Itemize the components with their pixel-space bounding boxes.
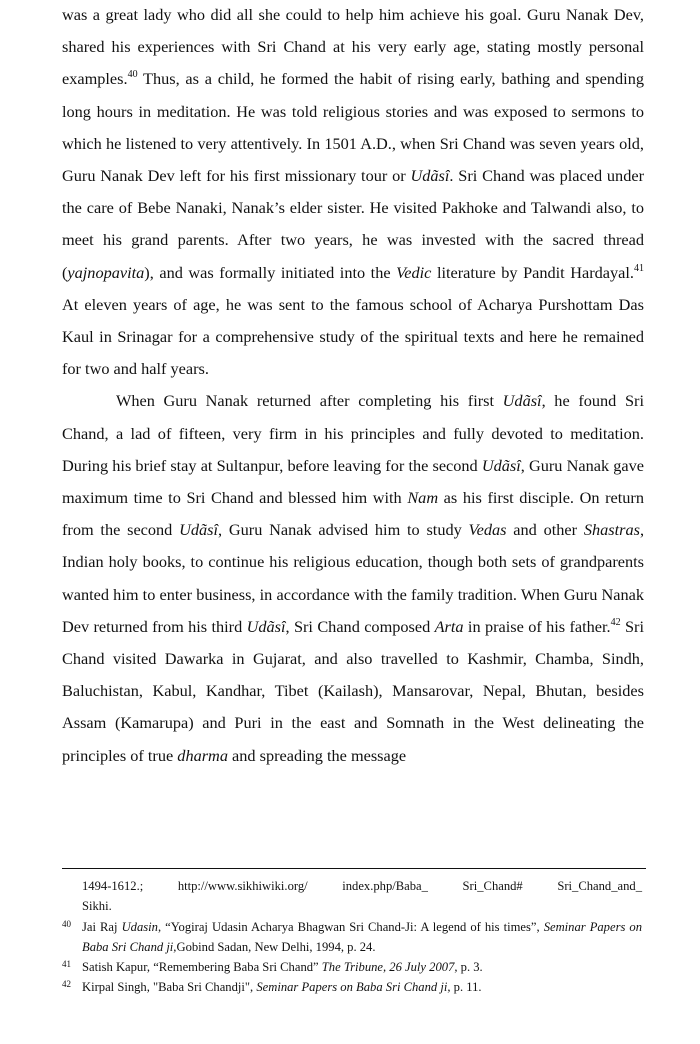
text-run: , Guru Nanak advised him to study — [218, 520, 469, 540]
italic-text: Seminar Papers on Baba Sri Chand ji, — [82, 919, 643, 954]
footnote-separator — [62, 868, 646, 869]
italic-text: Shastras — [583, 520, 640, 540]
text-run: , “Yogiraj Udasin Acharya Bhagwan Sri Chand-Ji: A legend of his times”, — [157, 919, 544, 934]
footnote-reference: 40 — [127, 69, 138, 81]
footnote-41 — [62, 957, 642, 977]
italic-text: Arta — [434, 616, 464, 636]
footnote-42 — [62, 977, 642, 997]
italic-text: Udãsî — [410, 166, 450, 186]
italic-text: Nam — [407, 488, 439, 508]
italic-text: Vedas — [468, 520, 507, 540]
footnote-reference: 41 — [634, 262, 644, 274]
text-run: At eleven years of age, he was sent to the famous school of Acharya Purshottam Das Kaul in Srinagar for a comprehensive study of the spiritual texts and here he remained for two and half years. — [62, 294, 644, 379]
page-body — [62, 0, 644, 772]
paragraph — [62, 385, 644, 771]
text-run: , Sri Chand composed — [285, 616, 435, 636]
body-text — [62, 0, 644, 772]
footnote-continuation — [62, 876, 642, 917]
text-run: Thus, as a child, he formed the habit of rising early, bathing and spending long hours in meditation. He was told religious stories and was exposed to sermons to which he listened to very attentively. In 1501 A.D., when Sri Chand was seven years old, Guru Nanak Dev left for his first missionary tour or — [62, 69, 644, 186]
italic-text: Udasin — [121, 919, 158, 934]
footnote-40 — [62, 917, 642, 958]
text-run: literature by Pandit Hardayal. — [431, 262, 634, 282]
text-run: When Guru Nanak returned after completing his first — [116, 391, 503, 411]
italic-text: Udãsî — [481, 455, 521, 475]
footnote-continuation-tail: Sikhi. — [82, 899, 112, 914]
italic-text: dharma — [177, 745, 228, 765]
italic-text: yajnopavita — [67, 262, 145, 282]
paragraph — [62, 0, 644, 385]
footnote-number: 41 — [62, 959, 71, 970]
footnote-reference: 42 — [610, 616, 621, 628]
text-run: Jai Raj — [82, 919, 122, 934]
italic-text: Vedic — [396, 262, 432, 282]
text-run: as his first disciple. On return from the second — [62, 488, 644, 540]
text-run: Kirpal Singh, "Baba Sri Chandji", — [82, 980, 257, 995]
text-run: and spreading the message — [227, 745, 407, 765]
footnote-number: 40 — [62, 918, 71, 929]
text-run: , he found Sri Chand, a lad of fifteen, very firm in his principles and fully devoted to meditation. During his brief stay at Sultanpur, before leaving for the second — [62, 391, 644, 475]
italic-text: The Tribune, 26 July 2007, — [321, 960, 458, 975]
text-run: ), and was formally initiated into the — [144, 262, 397, 282]
footnotes — [62, 876, 642, 998]
italic-text: Udãsî — [246, 616, 286, 636]
italic-text: Udãsî — [179, 520, 219, 540]
footnote-continuation-text: 1494-1612.; http://www.sikhiwiki.org/ index.php/Baba_ Sri_Chand# Sri_Chand_and_ — [82, 879, 642, 893]
text-run: , Guru Nanak gave maximum time to Sri Chand and blessed him with — [62, 455, 644, 508]
text-run: Satish Kapur, “Remembering Baba Sri Chand” — [82, 960, 322, 975]
text-run: p. 3. — [457, 960, 483, 975]
text-run: p. 11. — [450, 980, 482, 995]
text-run: and other — [506, 520, 584, 540]
text-run: , Indian holy books, to continue his religious education, though both sets of grandparents wanted him to enter business, in accordance with the family tradition. When Guru Nanak Dev returned from his third — [62, 520, 645, 636]
text-run: . Sri Chand was placed under the care of Bebe Nanaki, Nanak’s elder sister. He visited Pakhoke and Talwandi also, to meet his grand parents. After two years, he was invested with the sacred thread ( — [62, 166, 644, 282]
footnote-number: 42 — [62, 979, 71, 990]
text-run: Gobind Sadan, New Delhi, 1994, p. 24. — [176, 939, 376, 954]
text-run: Sri Chand visited Dawarka in Gujarat, and also travelled to Kashmir, Chamba, Sindh, Baluchistan, Kabul, Kandhar, Tibet (Kailash), Mansarovar, Nepal, Bhutan, besides Assam (Kamarupa) and Puri in the east and Somnath in the West delineating the principles of true — [62, 616, 644, 765]
text-run: in praise of his father. — [463, 616, 611, 636]
italic-text: Seminar Papers on Baba Sri Chand ji, — [256, 980, 451, 995]
text-run: was a great lady who did all she could to help him achieve his goal. Guru Nanak Dev, shared his experiences with Sri Chand at his very early age, stating mostly personal examples. — [62, 5, 644, 89]
italic-text: Udãsî — [502, 391, 542, 411]
